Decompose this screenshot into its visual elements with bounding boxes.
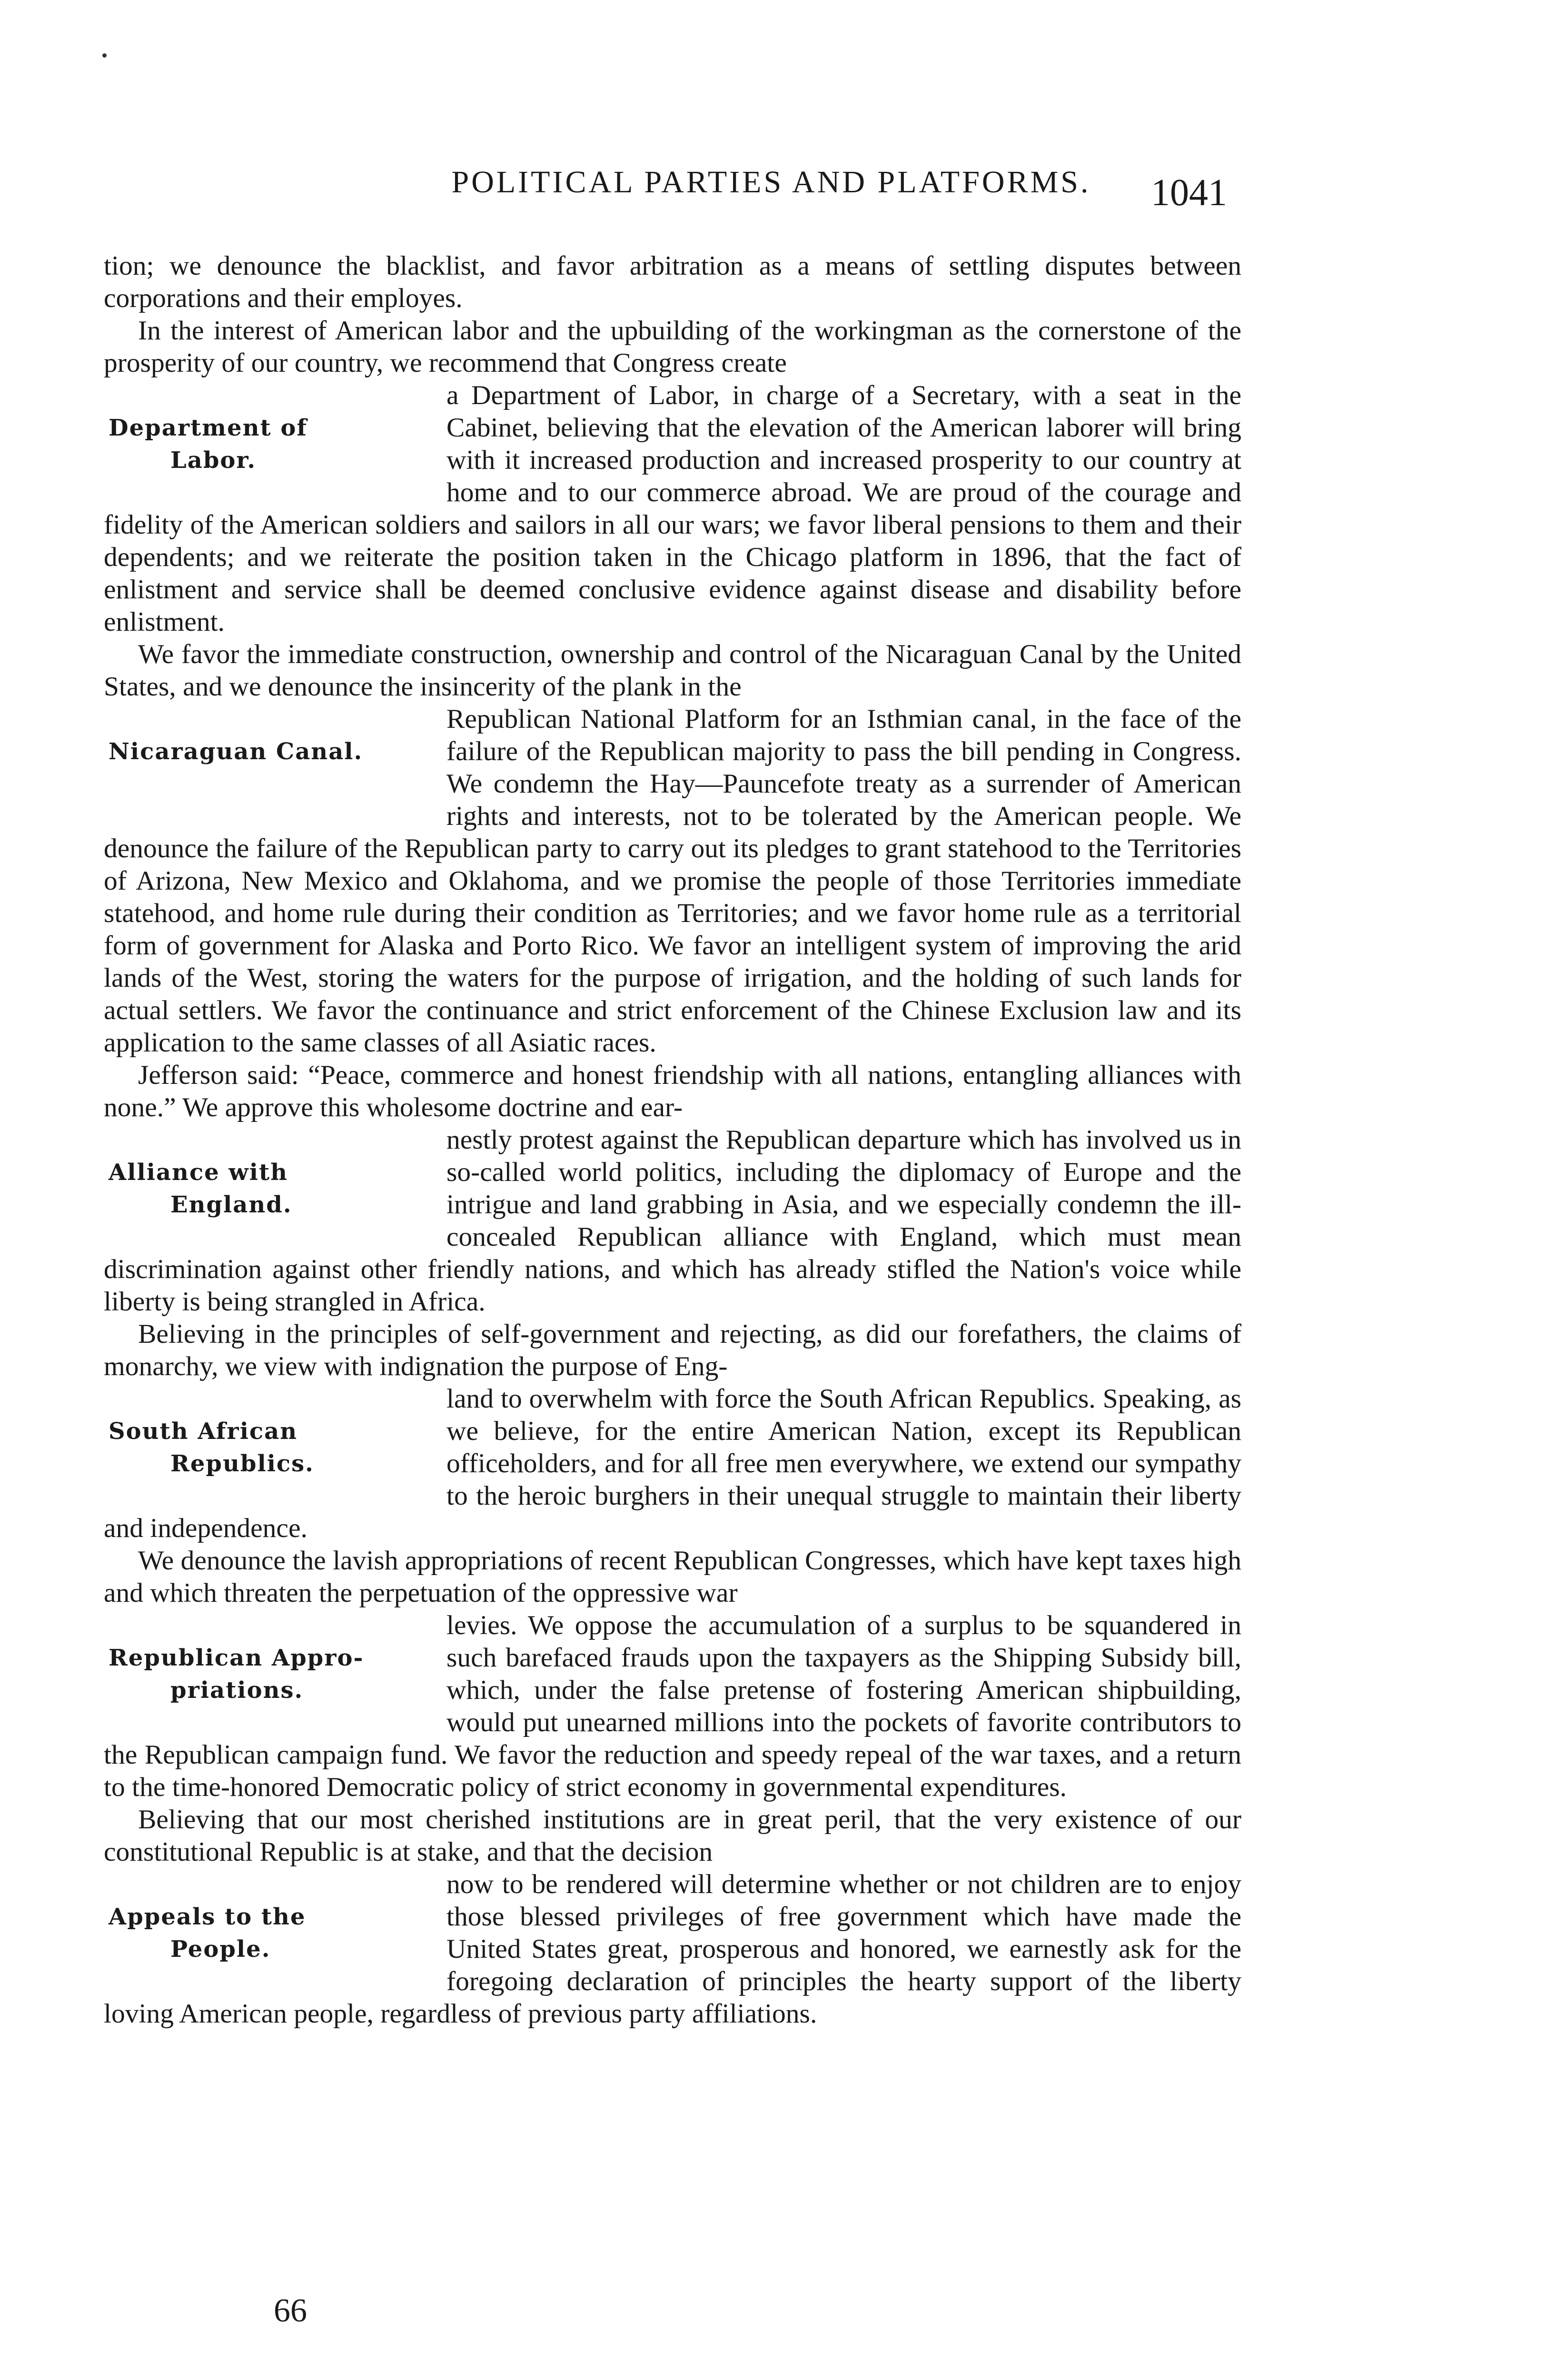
margin-note-line: Labor. — [170, 447, 257, 474]
margin-note-line: Appeals to the — [109, 1904, 306, 1930]
margin-note-line: Nicaraguan Canal. — [109, 738, 363, 765]
margin-note-line: South African — [109, 1418, 298, 1445]
margin-note-appeals-to-the-people — [104, 1901, 446, 1998]
margin-note-line: Department of — [109, 415, 308, 441]
paragraph-canal: Republican National Platform for an Isthmian canal, in the face of the failure of the Republican majority to pass the bill pending in Congress. We condemn the Hay—Pauncefote treaty as a surrender of American rights and interests, not to be tolerated by the American people. We denounce the failure of the Republican party to carry out its pledges to grant statehood to the Territories of Arizona, New Mexico and Oklahoma, and we promise the people of those Territories immediate statehood, and home rule during their condition as Territories; and we favor home rule as a territorial form of government for Alaska and Porto Rico. We favor an intelligent system of improving the arid lands of the West, storing the waters for the purpose of irrigation, and the holding of such lands for actual settlers. We favor the continuance and strict enforcement of the Chinese Exclusion law and its application to the same classes of all Asiatic races. — [104, 704, 1241, 1058]
margin-note-line: Republics. — [170, 1450, 314, 1477]
margin-note-south-african-republics — [104, 1415, 446, 1512]
signature-mark: 66 — [274, 2292, 307, 2329]
paragraph-arbitration: tion; we denounce the blacklist, and favor arbitration as a means of settling disputes between corporations and their employes. — [104, 251, 1241, 313]
paragraph-jefferson-intro: Jefferson said: “Peace, commerce and honest friendship with all nations, entangling alliances with none.” We approve this wholesome doctrine and ear- — [104, 1060, 1241, 1122]
page-number: 1041 — [1151, 172, 1227, 214]
paragraph-appropriations-intro: We denounce the lavish appropriations of recent Republican Congresses, which have kept taxes high and which threaten the perpetuation of the oppressive war — [104, 1546, 1241, 1608]
margin-note-line: People. — [170, 1936, 271, 1963]
margin-note-line: Alliance with — [109, 1159, 288, 1186]
paragraph-labor: a Department of Labor, in charge of a Secretary, with a seat in the Cabinet, believing that the elevation of the American laborer will bring with it increased production and increased prosperity to our country at home and to our commerce abroad. We are proud of the courage and fidelity of the American soldiers and sailors in all our wars; we favor liberal pensions to them and their dependents; and we reiterate the position taken in the Chicago platform in 1896, that the fact of enlistment and service shall be deemed conclusive evidence against disease and disability before enlistment. — [104, 380, 1241, 637]
stray-mark — [102, 53, 107, 58]
paragraph-labor-intro: In the interest of American labor and the upbuilding of the workingman as the cornerstone of the prosperity of our country, we recommend that Congress create — [104, 316, 1241, 378]
running-header: POLITICAL PARTIES AND PLATFORMS. — [451, 165, 1091, 199]
margin-note-line: Republican Appro- — [109, 1645, 364, 1671]
body-text — [104, 250, 1241, 2030]
margin-note-line: priations. — [170, 1677, 304, 1704]
margin-note-department-of-labor — [104, 412, 446, 509]
paragraph-appeals: now to be rendered will determine whether or not children are to enjoy those blessed privileges of free government which have made the United States great, prosperous and honored, we earnestly ask for the foregoing declaration of principles the hearty support of the liberty loving American people, regardless of previous party affiliations. — [104, 1869, 1241, 2029]
paragraph-south-africa: land to overwhelm with force the South African Republics. Speaking, as we believe, for the entire American Nation, except its Republican officeholders, and for all free men everywhere, we extend our sympathy to the heroic burghers in their unequal struggle to maintain their liberty and independence. — [104, 1384, 1241, 1543]
margin-note-alliance-with-england — [104, 1156, 446, 1253]
paragraph-england: nestly protest against the Republican departure which has involved us in so-called world politics, including the diplomacy of Europe and the intrigue and land grabbing in Asia, and we especially condemn the ill-concealed Republican alliance with England, which must mean discrimination against other friendly nations, and which has already stifled the Nation's voice while liberty is being strangled in Africa. — [104, 1125, 1241, 1317]
margin-note-line: England. — [170, 1191, 292, 1218]
paragraph-self-government-intro: Believing in the principles of self-government and rejecting, as did our forefathers, the claims of monarchy, we view with indignation the purpose of Eng- — [104, 1319, 1241, 1381]
paragraph-appropriations: levies. We oppose the accumulation of a surplus to be squandered in such barefaced frauds upon the taxpayers as the Shipping Subsidy bill, which, under the false pretense of fostering American shipbuilding, would put unearned millions into the pockets of favorite contributors to the Republican campaign fund. We favor the reduction and speedy repeal of the war taxes, and a return to the time-honored Democratic policy of strict economy in governmental expenditures. — [104, 1610, 1241, 1802]
margin-note-republican-appropriations — [104, 1642, 446, 1739]
paragraph-appeals-intro: Believing that our most cherished institutions are in great peril, that the very existence of our constitutional Republic is at stake, and that the decision — [104, 1805, 1241, 1867]
paragraph-canal-intro: We favor the immediate construction, ownership and control of the Nicaraguan Canal by the United States, and we denounce the insincerity of the plank in the — [104, 639, 1241, 702]
margin-note-nicaraguan-canal — [104, 735, 446, 833]
